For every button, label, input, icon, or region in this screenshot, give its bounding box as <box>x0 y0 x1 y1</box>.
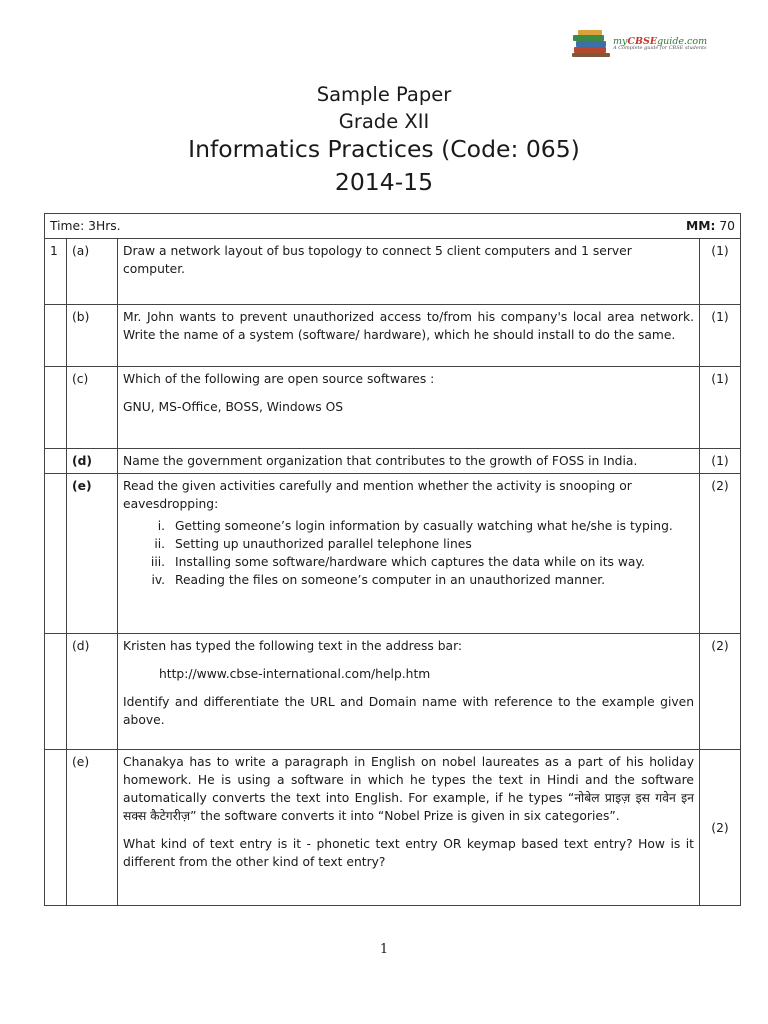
question-text: Read the given activities carefully and mention whether the activity is snooping or eavesdropping: i. Getting someone’s login information by casually watching what he/she is typing. ii. Setting up unauthorized parallel telephone lines iii. Installing some software/hardware which captures the data while on its way. iv. Reading the files on someone’s computer in an unauthorized manner. <box>118 474 700 634</box>
question-part: (e) <box>67 750 118 906</box>
question-marks: (2) <box>700 474 741 634</box>
question-number: 1 <box>45 239 67 305</box>
question-text: Kristen has typed the following text in the address bar: http://www.cbse-international.com/help.htm Identify and differentiate the URL and Domain name with reference to the example given above. <box>118 634 700 750</box>
question-row <box>45 239 741 305</box>
software-options: GNU, MS-Office, BOSS, Windows OS <box>123 400 344 414</box>
question-part: (a) <box>67 239 118 305</box>
paper-grade: Grade XII <box>338 110 430 133</box>
question-row <box>45 750 741 906</box>
question-text: Draw a network layout of bus topology to connect 5 client computers and 1 server computer. <box>118 239 700 305</box>
question-part: (b) <box>67 305 118 367</box>
paper-time: Time: 3Hrs. <box>50 219 121 233</box>
question-marks: (1) <box>700 239 741 305</box>
question-marks: (2) <box>700 750 741 906</box>
question-marks: (1) <box>700 367 741 449</box>
question-marks: (2) <box>700 634 741 750</box>
question-part: (e) <box>67 474 118 634</box>
question-table <box>44 213 741 906</box>
paper-max-marks: MM: 70 <box>686 219 736 233</box>
list-item: i. Getting someone’s login information by casually watching what he/she is typing. <box>169 517 694 535</box>
question-part: (d) <box>67 449 118 474</box>
question-text: Chanakya has to write a paragraph in English on nobel laureates as a part of his holiday homework. He is using a software in which he types the text in Hindi and the software automatically converts the text into English. For example, if he types “नोबेल प्राइज़ इस गवेन इन सक्स कैटेगरीज़” the software converts it into “Nobel Prize is given in six categories”. What kind of text entry is it - phonetic text entry OR keymap based text entry? How is it different from the other kind of text entry? <box>118 750 700 906</box>
activity-list <box>123 517 694 589</box>
question-marks: (1) <box>700 305 741 367</box>
example-url: http://www.cbse-international.com/help.htm <box>159 667 431 681</box>
question-row <box>45 367 741 449</box>
question-part: (d) <box>67 634 118 750</box>
paper-subject: Informatics Practices (Code: 065) <box>188 135 580 163</box>
paper-session: 2014-15 <box>334 168 434 196</box>
question-row <box>45 474 741 634</box>
list-item: ii. Setting up unauthorized parallel telephone lines <box>169 535 694 553</box>
question-part: (c) <box>67 367 118 449</box>
paper-title: Sample Paper <box>316 83 452 106</box>
question-row <box>45 634 741 750</box>
logo-brand: myCBSEguide.com <box>613 35 708 47</box>
question-marks: (1) <box>700 449 741 474</box>
question-text: Name the government organization that contributes to the growth of FOSS in India. <box>118 449 700 474</box>
question-row <box>45 449 741 474</box>
site-logo <box>572 28 715 60</box>
paper-meta-row <box>45 214 741 239</box>
books-icon <box>572 29 610 59</box>
question-text: Mr. John wants to prevent unauthorized access to/from his company's local area network. Write the name of a system (software/ hardware), which he should install to do the same. <box>118 305 700 367</box>
page-number: 1 <box>379 942 389 957</box>
logo-tagline: A Complete guide for CBSE students <box>613 45 707 52</box>
list-item: iii. Installing some software/hardware which captures the data while on its way. <box>169 553 694 571</box>
list-item: iv. Reading the files on someone’s computer in an unauthorized manner. <box>169 571 694 589</box>
question-text: Which of the following are open source softwares : GNU, MS-Office, BOSS, Windows OS <box>118 367 700 449</box>
question-row <box>45 305 741 367</box>
